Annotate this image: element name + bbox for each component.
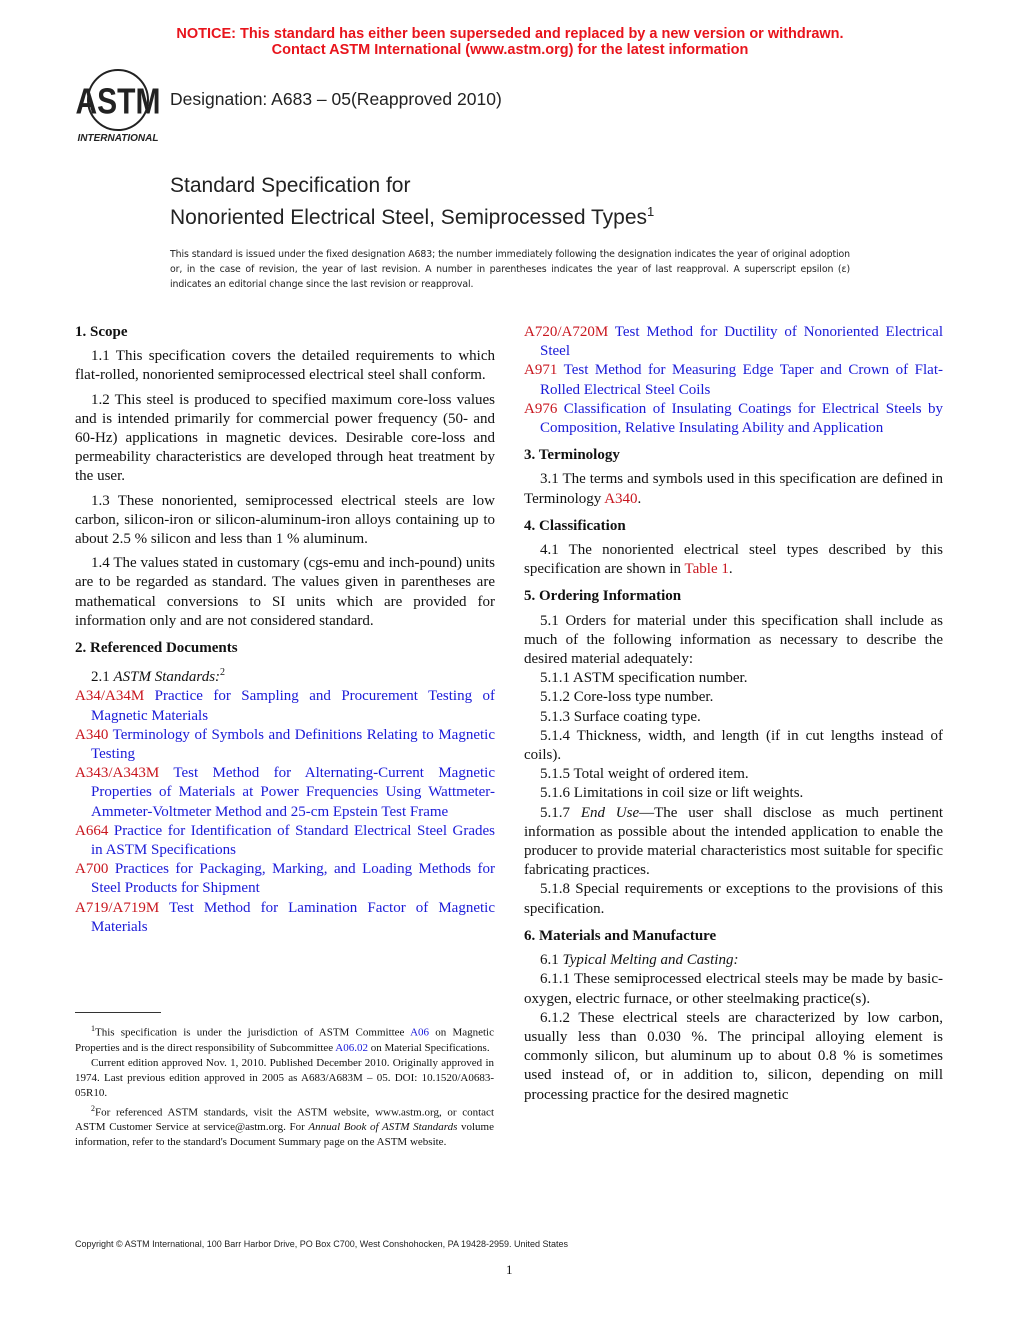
paragraph: 1.4 The values stated in customary (cgs-emu and inch-pound) units are to be regarded as standard. The values given in parentheses are mathematical conversions to SI units which are provided for information only and are not considered standard. — [75, 555, 495, 629]
section-heading-classification: 4. Classification — [524, 517, 626, 534]
section-heading-referenced-documents: 2. Referenced Documents — [75, 640, 238, 657]
footnote-edition: Current edition approved Nov. 1, 2010. Published December 2010. Originally approved in 1974. Last previous edition approved in 2005 as A683/A683M – 05. DOI: 10.1520/A0683-05R10. — [75, 1056, 494, 1099]
reference-item[interactable]: A343/A343M Test Method for Alternating-Current Magnetic Properties of Materials at Power Frequencies Using Wattmeter-Ammeter-Voltmeter Method and 25-cm Epstein Test Frame — [75, 765, 495, 820]
list-item: 5.1.2 Core-loss type number. — [540, 689, 714, 706]
svg-text:ASTM: ASTM — [76, 82, 160, 123]
reference-item[interactable]: A971 Test Method for Measuring Edge Taper and Crown of Flat-Rolled Electrical Steel Coils — [524, 362, 943, 398]
svg-text:INTERNATIONAL: INTERNATIONAL — [77, 133, 159, 144]
footnotes — [75, 1021, 494, 1150]
subcommittee-link[interactable]: A06.02 — [335, 1041, 368, 1054]
document-title — [170, 173, 654, 231]
title-text: Nonoriented Electrical Steel, Semiprocessed Types — [170, 206, 648, 229]
reference-item[interactable]: A340 Terminology of Symbols and Definitions Relating to Magnetic Testing — [75, 726, 495, 763]
footnote-2: $^2$For referenced ASTM standards, visit the ASTM website, www.astm.org, or contact ASTM Customer Service at service@astm.org. For Annual Book of ASTM Standards volume information, refer to the standard's Document Summary page on the ASTM website. — [75, 1103, 494, 1149]
list-item: 5.1.4 Thickness, width, and length (if in cut lengths instead of coils). — [524, 727, 943, 764]
paragraph: 3.1 The terms and symbols used in this specification are defined in Terminology A340. — [524, 471, 943, 507]
designation: Designation: A683 – 05(Reapproved 2010) — [170, 89, 502, 109]
a340-link[interactable]: A340 — [604, 490, 638, 507]
reference-item[interactable]: A664 Practice for Identification of Standard Electrical Steel Grades in ASTM Specifications — [75, 822, 496, 859]
list-item: 5.1.5 Total weight of ordered item. — [540, 766, 749, 783]
notice-line-2: Contact ASTM International (www.astm.org) for the latest information — [271, 42, 749, 58]
list-item: 5.1.8 Special requirements or exceptions to the provisions of this specification. — [524, 881, 943, 917]
reference-item[interactable]: A34/A34M Practice for Sampling and Procurement Testing of Magnetic Materials — [75, 688, 495, 724]
astm-logo — [76, 68, 160, 144]
page-number: 1 — [506, 1262, 513, 1277]
reference-item[interactable]: A976 Classification of Insulating Coatings for Electrical Steels by Composition, Relative Insulating Ability and Application — [524, 400, 944, 437]
list-item: 5.1.6 Limitations in coil size or lift weights. — [540, 785, 804, 802]
list-item: 5.1.3 Surface coating type. — [540, 708, 701, 725]
section-heading-materials-manufacture: 6. Materials and Manufacture — [524, 927, 717, 944]
footnote-divider — [75, 1012, 161, 1013]
paragraph: 4.1 The nonoriented electrical steel types described by this specification are shown in Table 1. — [524, 542, 943, 578]
section-heading-scope: 1. Scope — [75, 324, 128, 340]
notice-line-1: NOTICE: This standard has either been superseded and replaced by a new version or withdrawn. — [176, 26, 844, 42]
title-line-2 — [170, 199, 654, 231]
paragraph: 2.1 ASTM Standards:$^2$ — [91, 667, 226, 686]
paragraph: 1.1 This specification covers the detailed requirements to which flat-rolled, nonoriented semiprocessed electrical steel shall conform. — [75, 348, 495, 384]
list-item: 5.1.1 ASTM specification number. — [540, 670, 748, 687]
paragraph: 5.1 Orders for material under this specification shall include as much of the following information as necessary to describe the desired material adequately: — [524, 612, 943, 668]
copyright: Copyright © ASTM International, 100 Barr Harbor Drive, PO Box C700, West Conshohocken, PA 19428-2959. United States — [75, 1239, 569, 1249]
table-1-link[interactable]: Table 1 — [684, 561, 729, 578]
reference-item[interactable]: A719/A719M Test Method for Lamination Factor of Magnetic Materials — [75, 899, 495, 935]
paragraph: 6.1.2 These electrical steels are characterized by low carbon, usually less than 0.030 %. The principal alloying element is commonly silicon, but aluminum up to about 0.8 % is sometimes used instead of, or in addition to, silicon, depending on mill processing practice for the desired magnetic — [524, 1009, 943, 1103]
right-column — [524, 323, 943, 1105]
footnote-ref-1[interactable]: 1 — [647, 204, 655, 219]
section-heading-ordering-information: 5. Ordering Information — [524, 588, 682, 605]
list-item: 5.1.7 End Use—The user shall disclose as much pertinent information as possible about the intended application to enable the producer to provide material characteristics most suitable for specific fabricating practices. — [524, 804, 944, 879]
left-column — [75, 323, 495, 937]
committee-link[interactable]: A06 — [410, 1026, 430, 1039]
section-heading-terminology: 3. Terminology — [524, 447, 620, 464]
paragraph: 1.2 This steel is produced to specified maximum core-loss values and is intended primarily for commercial power frequency (50- and 60-Hz) applications in magnetic devices. Desirable core-loss and permeability characteristics are developed through heat treatment by the user. — [75, 391, 495, 485]
reference-item[interactable]: A700 Practices for Packaging, Marking, and Loading Methods for Steel Products for Shipment — [75, 861, 495, 897]
supersede-notice — [0, 26, 1020, 58]
reference-item[interactable]: A720/A720M Test Method for Ductility of Nonoriented Electrical Steel — [524, 324, 943, 360]
title-line-1: Standard Specification for — [170, 174, 411, 197]
footnote-1: $^1$This specification is under the jurisdiction of ASTM Committee A06 on Magnetic Properties and is the direct responsibility of Subcommittee A06.02 on Material Specifications. — [75, 1024, 494, 1054]
paragraph: 6.1.1 These semiprocessed electrical steels may be made by basic-oxygen, electric furnace, or other steelmaking practice(s). — [524, 971, 943, 1007]
issued-note: This standard is issued under the fixed designation A683; the number immediately following the designation indicates the year of original adoption or, in the case of revision, the year of last revision. A number in parentheses indicates the year of last reapproval. A superscript epsilon (ε) indicates an editorial change since the last revision or reapproval. — [170, 249, 850, 290]
paragraph: 1.3 These nonoriented, semiprocessed electrical steels are low carbon, silicon-iron or silicon-aluminum-iron alloys containing up to about 2.5 % silicon and less than 1 % aluminum. — [75, 492, 495, 548]
paragraph: 6.1 Typical Melting and Casting: — [540, 952, 739, 969]
